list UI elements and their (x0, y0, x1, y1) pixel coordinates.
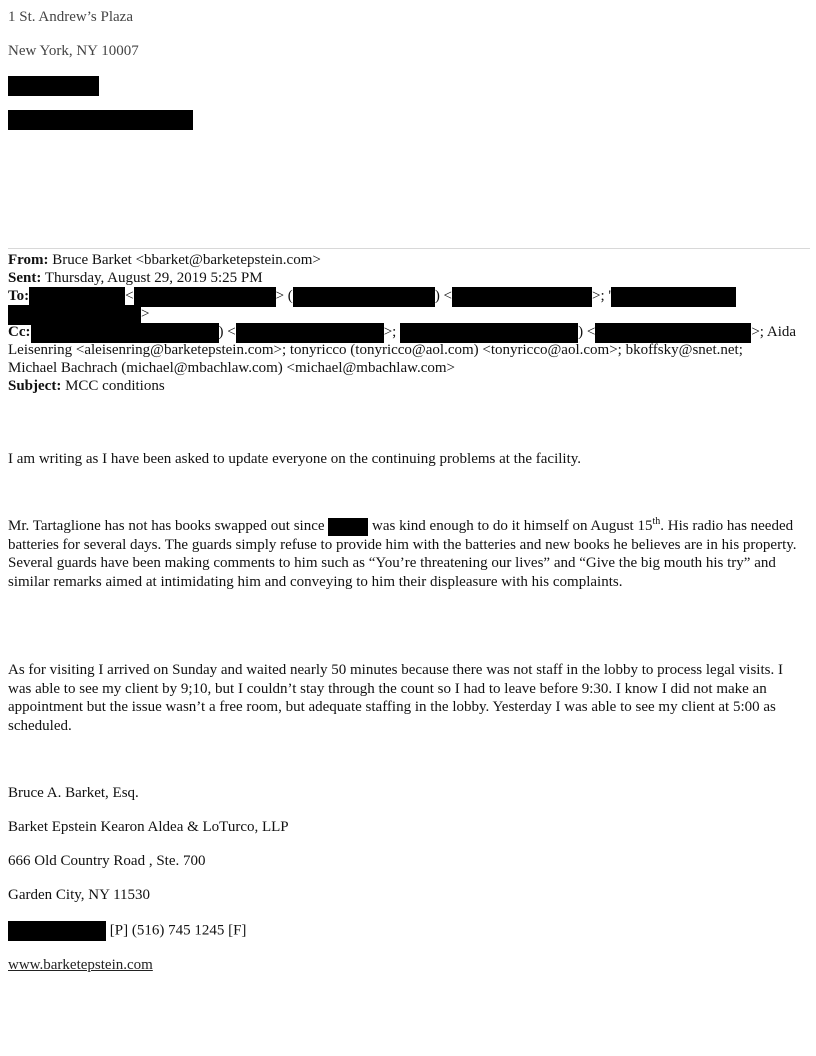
body-paragraph-2 (8, 517, 808, 591)
address-line-1: 1 St. Andrew’s Plaza (8, 9, 133, 25)
website-link[interactable]: www.barketepstein.com (8, 957, 153, 973)
redaction-block (595, 323, 751, 343)
subject-line (8, 377, 810, 395)
p2-superscript: th (652, 516, 661, 527)
address-line-2: New York, NY 10007 (8, 43, 139, 59)
cc-line: Cc: ) < >; ) < >; Aida (8, 323, 810, 341)
signature-firm: Barket Epstein Kearon Aldea & LoTurco, LLP (8, 819, 289, 835)
signature-name: Bruce A. Barket, Esq. (8, 785, 139, 801)
signature-phone-line (8, 921, 246, 941)
redaction-block (328, 518, 368, 536)
redaction-block (8, 110, 193, 130)
header-divider (8, 248, 810, 249)
redaction-block (293, 287, 435, 307)
redaction-block (134, 287, 276, 307)
redaction-block (236, 323, 384, 343)
from-line (8, 251, 810, 269)
sent-label: Sent: (8, 270, 42, 286)
cc-line-3: Michael Bachrach (michael@mbachlaw.com) <michael@mbachlaw.com> (8, 360, 455, 376)
from-label: From: (8, 252, 49, 268)
redaction-block (31, 323, 219, 343)
redaction-block (400, 323, 578, 343)
cc-tail: ; Aida (759, 324, 797, 340)
body-paragraph-1: I am writing as I have been asked to update everyone on the continuing problems at the facility. (8, 451, 582, 467)
to-label: To: (8, 288, 30, 304)
from-value: Bruce Barket <bbarket@barketepstein.com> (52, 252, 321, 268)
signature-phone-suffix: [P] (516) 745 1245 [F] (106, 922, 247, 939)
subject-value: MCC conditions (65, 378, 165, 394)
redaction-block (8, 921, 106, 941)
p2-part-a: Mr. Tartaglione has not has books swapped out since (8, 518, 325, 534)
signature-street: 666 Old Country Road , Ste. 700 (8, 853, 206, 869)
redaction-block (29, 287, 125, 307)
to-line-continued: > (8, 305, 810, 323)
p2-part-b: was kind enough to do it himself on August 15 (372, 518, 653, 534)
redaction-block (8, 76, 99, 96)
cc-line-2: Leisenring <aleisenring@barketepstein.com>; tonyricco (tonyricco@aol.com) <tonyricco@aol.com>; bkoffsky@snet.net; (8, 342, 743, 358)
email-header (8, 251, 810, 395)
redaction-block (452, 287, 592, 307)
cc-label: Cc: (8, 324, 31, 340)
redaction-block (611, 287, 736, 307)
to-line: To: < > ( ) < >; ' (8, 287, 810, 305)
subject-label: Subject: (8, 378, 62, 394)
redaction-block (8, 305, 141, 325)
sent-value: Thursday, August 29, 2019 5:25 PM (44, 270, 263, 286)
signature-city: Garden City, NY 11530 (8, 887, 151, 903)
body-paragraph-3: As for visiting I arrived on Sunday and waited nearly 50 minutes because there was not staff in the lobby to process legal visits. I was able to see my client by 9;10, but I couldn’t stay through the count so I had to leave before 9:30. I know I did not make an appointment but the issue wasn’t a free room, but adequate staffing in the lobby. Yesterday I was able to see my client at 5:00 as scheduled. (8, 662, 783, 734)
p2-part-c: . His radio has needed batteries for several days. The guards simply refuse to provide him with the batteries and new books he believes are in his property. Several guards have been making comments to him such as “You’re threatening our lives” and “Give the big mouth his try” and similar remarks aimed at intimidating him and conveying to him their displeasure with his complaints. (8, 518, 797, 590)
sent-line (8, 269, 810, 287)
